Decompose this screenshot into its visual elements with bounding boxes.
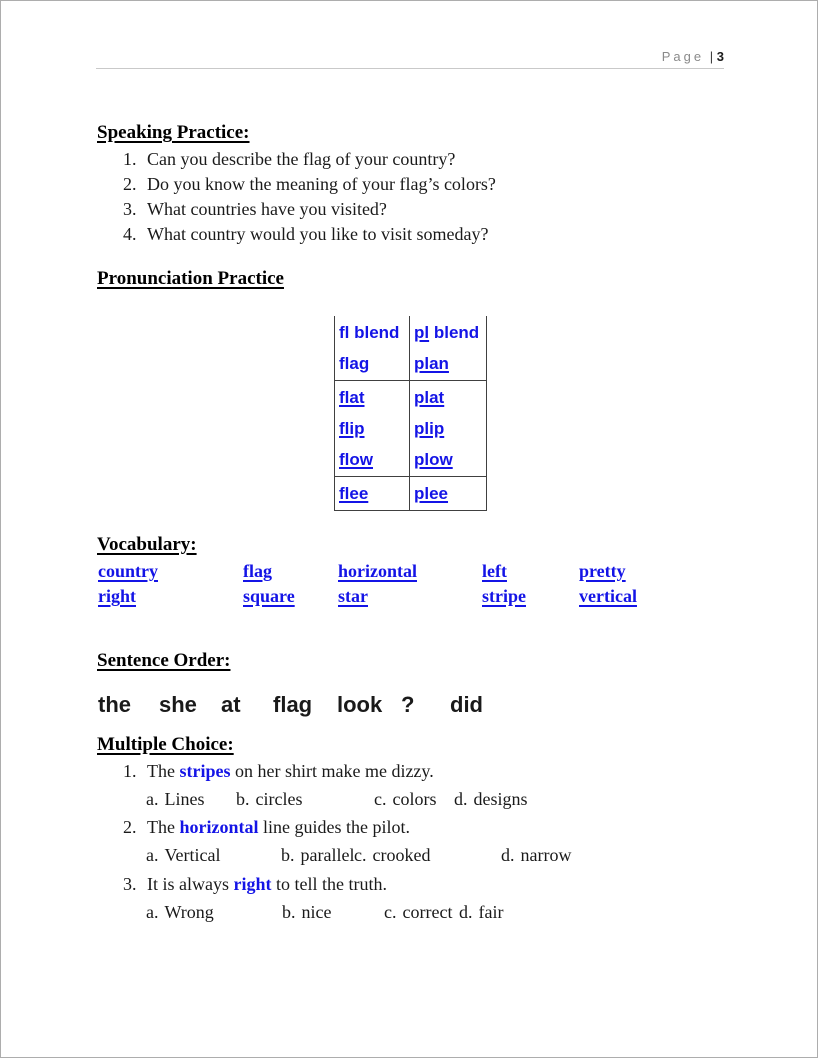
mc-question-1 <box>123 759 434 784</box>
vocab-word-stripe[interactable]: stripe <box>482 586 526 606</box>
sentence-order-title: Sentence Order: <box>97 650 231 671</box>
page-separator: | <box>709 49 714 64</box>
item-number: 4. <box>123 224 137 244</box>
pronunciation-table <box>334 316 487 511</box>
vocab-word-country[interactable]: country <box>98 561 158 581</box>
sentence-word-did: did <box>450 692 483 717</box>
vocab-word-star[interactable]: star <box>338 586 368 606</box>
table-row <box>335 477 487 511</box>
option-b: b. parallel <box>281 845 355 865</box>
option-d: d. designs <box>454 789 528 809</box>
page-label: Page <box>661 49 705 64</box>
option-a: a. Vertical <box>146 845 221 865</box>
table-cell-fl-header: fl blend flag <box>335 316 410 381</box>
option-a: a. Wrong <box>146 902 214 922</box>
page-number: 3 <box>716 49 724 64</box>
question-keyword: horizontal <box>179 817 259 837</box>
question-keyword: stripes <box>179 761 231 781</box>
sentence-word-at: at <box>221 692 241 717</box>
question-pre: The <box>147 817 180 837</box>
item-number: 3. <box>123 874 137 894</box>
speaking-practice-title: Speaking Practice: <box>97 122 250 143</box>
vocab-word-right[interactable]: right <box>98 586 136 606</box>
table-cell-pl-header: pl blend plan <box>410 316 487 381</box>
vocab-word-vertical[interactable]: vertical <box>579 586 637 606</box>
option-c: c. colors <box>374 789 437 809</box>
item-number: 2. <box>123 817 137 837</box>
pronunciation-practice-title: Pronunciation Practice <box>97 268 284 289</box>
option-c: c. correct <box>384 902 453 922</box>
table-cell-fl-words: flat flip flow <box>335 381 410 477</box>
speaking-item-3 <box>123 197 387 222</box>
table-row <box>335 316 487 381</box>
item-text: Do you know the meaning of your flag’s colors? <box>147 174 496 194</box>
item-number: 2. <box>123 174 137 194</box>
multiple-choice-title: Multiple Choice: <box>97 734 234 755</box>
item-text: What country would you like to visit someday? <box>147 224 489 244</box>
vocab-word-horizontal[interactable]: horizontal <box>338 561 417 581</box>
table-cell-pl-last: plee <box>410 477 487 511</box>
vocab-word-left[interactable]: left <box>482 561 507 581</box>
item-number: 3. <box>123 199 137 219</box>
option-a: a. Lines <box>146 789 205 809</box>
speaking-item-2 <box>123 172 496 197</box>
question-post: on her shirt make me dizzy. <box>230 761 434 781</box>
mc-question-3 <box>123 872 387 897</box>
sentence-word-she: she <box>159 692 197 717</box>
speaking-item-1 <box>123 147 455 172</box>
item-number: 1. <box>123 149 137 169</box>
item-text: Can you describe the flag of your country? <box>147 149 456 169</box>
sentence-word-flag: flag <box>273 692 313 717</box>
header-rule <box>96 68 724 69</box>
question-post: to tell the truth. <box>271 874 387 894</box>
mc-question-2 <box>123 815 410 840</box>
vocab-word-pretty[interactable]: pretty <box>579 561 626 581</box>
option-b: b. circles <box>236 789 303 809</box>
question-pre: The <box>147 761 180 781</box>
item-text: What countries have you visited? <box>147 199 387 219</box>
vocab-word-square[interactable]: square <box>243 586 295 606</box>
question-post: line guides the pilot. <box>258 817 410 837</box>
option-b: b. nice <box>282 902 332 922</box>
speaking-item-4 <box>123 222 488 247</box>
option-c: c. crooked <box>354 845 431 865</box>
sentence-word-the: the <box>98 692 131 717</box>
question-pre: It is always <box>147 874 234 894</box>
option-d: d. fair <box>459 902 504 922</box>
sentence-word-look: look <box>337 692 383 717</box>
question-keyword: right <box>233 874 272 894</box>
page-header <box>1 49 724 65</box>
item-number: 1. <box>123 761 137 781</box>
sentence-word-qmark: ? <box>401 692 415 717</box>
table-row <box>335 381 487 477</box>
vocabulary-title: Vocabulary: <box>97 534 197 555</box>
vocab-word-flag[interactable]: flag <box>243 561 272 581</box>
option-d: d. narrow <box>501 845 572 865</box>
table-cell-pl-words: plat plip plow <box>410 381 487 477</box>
table-cell-fl-last: flee <box>335 477 410 511</box>
